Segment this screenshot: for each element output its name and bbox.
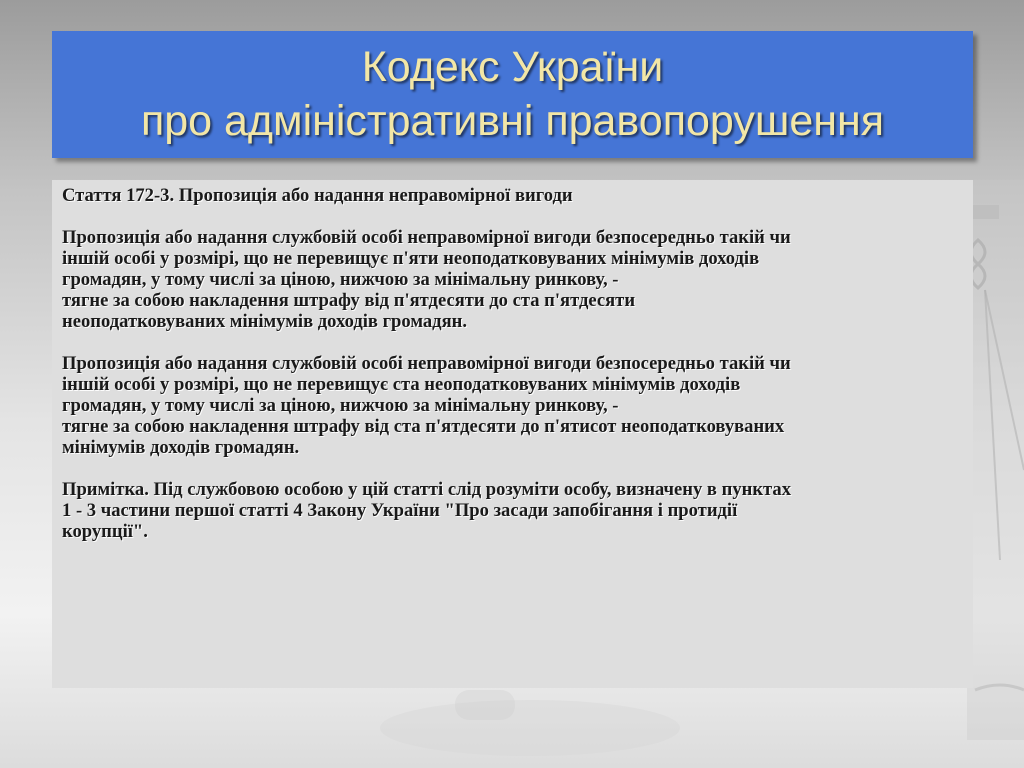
note-line: Примітка. Під службовою особою у цій статті слід розуміти особу, визначену в пунктах: [62, 479, 792, 500]
paragraph-part-2: [62, 353, 963, 458]
paragraph-spacer: [62, 332, 963, 353]
note-line: корупції".: [62, 521, 148, 542]
article-text-panel: [52, 180, 973, 688]
paragraph-1-line: тягне за собою накладення штрафу від п'ятдесяти до ста п'ятдесяти: [62, 290, 636, 311]
note-line: 1 - 3 частини першої статті 4 Закону України "Про засади запобігання і протидії: [62, 500, 738, 521]
paragraph-2-line: тягне за собою накладення штрафу від ста п'ятдесяти до п'ятисот неоподатковуваних: [62, 416, 785, 437]
article-note: [62, 479, 963, 542]
slide-title-banner: [52, 31, 973, 158]
paragraph-2-line: громадян, у тому числі за ціною, нижчою за мінімальну ринкову, -: [62, 395, 619, 416]
slide-title-line-2: про адміністративні правопорушення: [140, 97, 885, 145]
paragraph-1-line: громадян, у тому числі за ціною, нижчою за мінімальну ринкову, -: [62, 269, 619, 290]
paragraph-2-line: Пропозиція або надання службовій особі неправомірної вигоди безпосередньо такій чи: [62, 353, 791, 374]
paragraph-2-line: мінімумів доходів громадян.: [62, 437, 300, 458]
paragraph-1-line: Пропозиція або надання службовій особі неправомірної вигоди безпосередньо такій чи: [62, 227, 791, 248]
paragraph-1-line: неоподатковуваних мінімумів доходів громадян.: [62, 311, 467, 332]
paragraph-1-line: іншій особі у розмірі, що не перевищує п'яти неоподатковуваних мінімумів доходів: [62, 248, 760, 269]
article-heading: Стаття 172-3. Пропозиція або надання неправомірної вигоди: [62, 185, 573, 206]
paragraph-2-line: іншій особі у розмірі, що не перевищує ста неоподатковуваних мінімумів доходів: [62, 374, 741, 395]
paragraph-spacer: [62, 458, 963, 479]
paragraph-part-1: [62, 227, 963, 332]
paragraph-spacer: [62, 206, 963, 227]
slide-title-line-1: Кодекс України: [361, 43, 664, 91]
